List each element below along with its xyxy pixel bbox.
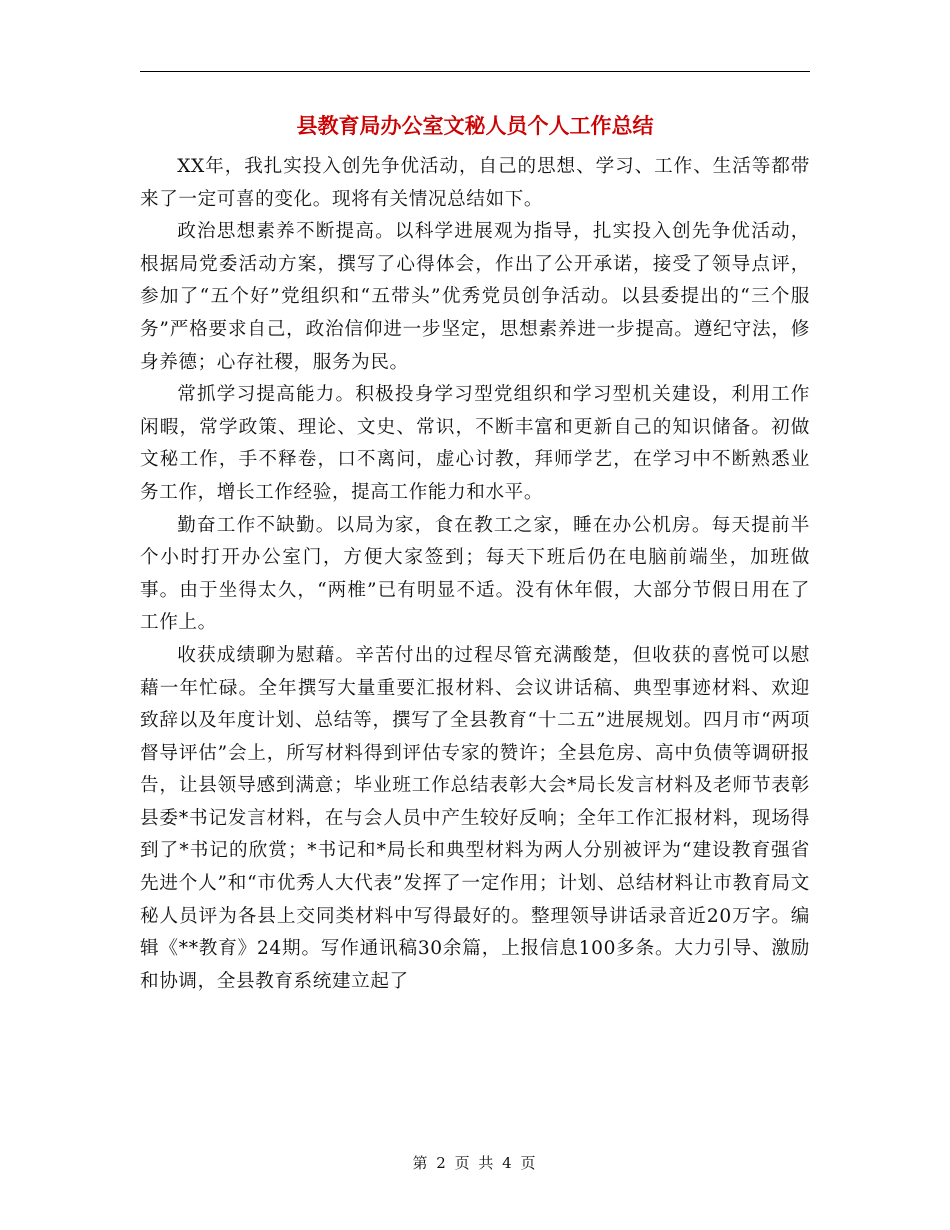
- page-number: 第 2 页 共 4 页: [412, 1154, 538, 1172]
- paragraph-achievements: 收获成绩聊为慰藉。辛苦付出的过程尽管充满酸楚，但收获的喜悦可以慰藉一年忙碌。全年撰写大量重要汇报材料、会议讲话稿、典型事迹材料、欢迎致辞以及年度计划、总结等，撰写了全县教育“十二五”进展规划。四月市“两项督导评估”会上，所写材料得到评估专家的赞许；全县危房、高中负债等调研报告，让县领导感到满意；毕业班工作总结表彰大会*局长发言材料及老师节表彰县委*书记发言材料，在与会人员中产生较好反响；全年工作汇报材料，现场得到了*书记的欣赏；*书记和*局长和典型材料为两人分别被评为“建设教育强省先进个人”和“市优秀人大代表”发挥了一定作用；计划、总结材料让市教育局文秘人员评为各县上交同类材料中写得最好的。整理领导讲话录音近20万字。编辑《**教育》24期。写作通讯稿30余篇，上报信息100多条。大力引导、激励和协调，全县教育系统建立起了: [140, 644, 810, 992]
- document-title: 县教育局办公室文秘人员个人工作总结: [296, 113, 654, 138]
- paragraph-political: 政治思想素养不断提高。以科学进展观为指导，扎实投入创先争优活动，根据局党委活动方案，撰写了心得体会，作出了公开承诺，接受了领导点评，参加了“五个好”党组织和“五带头”优秀党员创争活动。以县委提出的“三个服务”严格要求自己，政治信仰进一步坚定，思想素养进一步提高。遵纪守法，修身养德；心存社稷，服务为民。: [140, 221, 810, 373]
- header-rule: [140, 71, 810, 72]
- paragraph-diligence: 勤奋工作不缺勤。以局为家，食在教工之家，睡在办公机房。每天提前半个小时打开办公室门，方便大家签到；每天下班后仍在电脑前端坐，加班做事。由于坐得太久，“两椎”已有明显不适。没有休年假，大部分节假日用在了工作上。: [140, 514, 810, 634]
- document-body: [140, 151, 810, 1126]
- paragraph-study: 常抓学习提高能力。积极投身学习型党组织和学习型机关建设，利用工作闲暇，常学政策、理论、文史、常识，不断丰富和更新自己的知识储备。初做文秘工作，手不释卷，口不离问，虚心讨教，拜师学艺，在学习中不断熟悉业务工作，增长工作经验，提高工作能力和水平。: [140, 384, 810, 503]
- paragraph-intro: XX年，我扎实投入创先争优活动，自己的思想、学习、工作、生活等都带来了一定可喜的变化。现将有关情况总结如下。: [140, 156, 810, 210]
